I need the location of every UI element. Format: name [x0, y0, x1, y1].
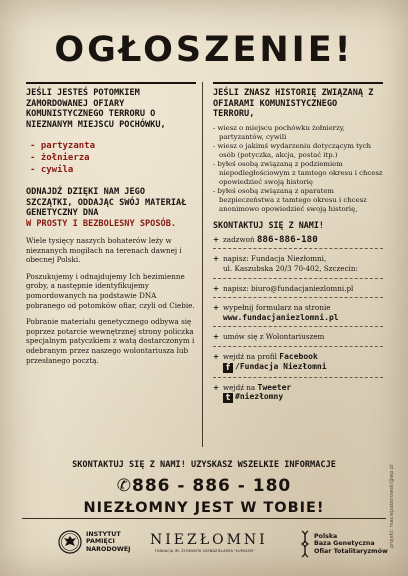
facebook-icon: f [223, 363, 233, 373]
dna-callout-line2: W PROSTY I BEZBOLESNY SPOSÓB. [26, 218, 177, 229]
dna-callout [26, 187, 196, 229]
plus-icon: + [213, 351, 220, 361]
ipn-line: INSTYTUT [86, 530, 121, 538]
ipn-logo [58, 530, 131, 554]
twitter-icon: t [223, 393, 233, 403]
ipn-line: PAMIĘCI [86, 538, 115, 546]
list-item: - żołnierza [30, 153, 90, 164]
volunteer-line: umów się z Wolontariuszem [223, 332, 325, 342]
right-intro: JEŚLI ZNASZ HISTORIĘ ZWIĄZANĄ Z OFIARAMI KOMUNISTYCZNEGO TERRORU, [213, 88, 374, 120]
plus-icon: + [213, 234, 220, 244]
right-top-rule [213, 82, 383, 84]
contact-twitter [213, 383, 383, 404]
contact-volunteer [213, 332, 383, 342]
eagle-emblem-icon [58, 530, 82, 554]
left-intro: JEŚLI JESTEŚ POTOMKIEM ZAMORDOWANEJ OFIARY KOMUNISTYCZNEGO TERRORU O NIEZNANYM MIEJSCU POCHÓWKU, [26, 88, 166, 130]
right-column [213, 82, 383, 403]
niezlomni-name: NIEZŁOMNI [150, 532, 268, 548]
post-address: ul. Kaszubska 20/3 70-402, Szczecin: [223, 263, 358, 273]
divider [213, 377, 383, 378]
plus-icon: + [213, 382, 220, 392]
pbgot-line: Polska [314, 532, 338, 540]
plus-icon: + [213, 303, 220, 313]
plus-icon: + [213, 254, 220, 264]
twitter-link[interactable]: #niezłomny [235, 392, 284, 402]
paragraph-heroes: Wiele tysięcy naszych bohaterów leży w nieznanych mogiłach na terenach dawnej i obecnej Polski. [26, 236, 182, 265]
pbgot-line: Ofiar Totalitaryzmów [314, 547, 388, 555]
slogan: NIEZŁOMNY JEST W TOBIE! [83, 500, 325, 516]
contact-post [213, 254, 383, 273]
list-item: - byłeś osobą związaną z aparatem bezpieczeństwa z tamtego okresu i chcesz anonimowo opowiedzieć swoją historię, [213, 186, 367, 213]
pbgot-logo [300, 530, 388, 558]
plus-icon: + [213, 332, 220, 342]
contact-heading: SKONTAKTUJ SIĘ Z NAMI! [213, 219, 324, 230]
facebook-prefix: wejdź na profil [223, 351, 277, 361]
plus-icon: + [213, 283, 220, 293]
contact-email [213, 284, 383, 294]
website-link[interactable]: www.fundacjaniezlomni.pl [223, 312, 339, 322]
phone-number[interactable]: 886-886-180 [256, 233, 318, 245]
page-title: OGŁOSZENIE! [54, 30, 354, 70]
facebook-link[interactable]: /Fundacja Niezłomni [235, 361, 327, 371]
divider [213, 346, 383, 347]
list-item: - byłeś osobą związaną z podziemiem niepodległościowym z tamtego okresu i chcesz opowiedzieć swoją historię [213, 159, 383, 186]
history-list [213, 124, 383, 214]
design-credit: projekt: maciejzaborowski@wp.pl [389, 464, 395, 548]
bottom-contact-line: SKONTAKTUJ SIĘ Z NAMI! UZYSKASZ WSZELKIE INFORMACJE [72, 460, 336, 470]
list-item: - cywila [30, 165, 74, 176]
list-item: - partyzanta [30, 141, 96, 152]
niezlomni-logo [150, 532, 268, 553]
divider [213, 248, 383, 249]
left-column [26, 82, 196, 365]
paragraph-search: Poszukujemy i odnajdujemy Ich bezimienne groby, a następnie identyfikujemy pomordowanych na podstawie DNA pobranego od potomków ofiar, czyli od Ciebie. [26, 271, 195, 310]
bottom-banner [22, 460, 386, 516]
left-top-rule [26, 82, 196, 84]
contact-form [213, 303, 383, 322]
email-line[interactable]: napisz: biuro@fundacjaniezlomni.pl [223, 283, 354, 293]
dna-helix-icon [300, 530, 310, 558]
list-item: - wiesz o jakimś wydarzeniu dotyczącym tych osób (potyczka, akcja, postać itp.) [213, 141, 372, 159]
twitter-prefix: wejdź na [223, 382, 256, 392]
phone-prefix: zadzwoń [223, 234, 255, 244]
ipn-line: NARODOWEJ [86, 545, 131, 553]
facebook-name: Facebook [279, 351, 318, 361]
footer-rule [22, 518, 386, 519]
bottom-phone[interactable]: ✆886 - 886 - 180 [116, 476, 292, 496]
paragraph-sampling: Pobranie materiału genetycznego odbywa się poprzez potarcie wewnętrznej strony policzka specjalnym patyczkiem z watą dostarczonym i odebranym przez naszego wolontariusza lub przesłanego pocztą. [26, 317, 195, 365]
pbgot-line: Baza Genetyczna [314, 540, 375, 548]
contact-facebook [213, 352, 383, 373]
contact-phone [213, 235, 383, 245]
twitter-name: Tweeter [257, 382, 292, 392]
divider [213, 326, 383, 327]
victim-type-list [30, 140, 196, 176]
list-item: - wiesz o miejscu pochówku żołnierzy, partyzantów, cywili [213, 123, 345, 141]
niezlomni-subtitle: FUNDACJA IM. ZYGMUNTA SZENDZIELARZA "ŁUPASZKI" [154, 549, 256, 553]
divider [213, 297, 383, 298]
dna-callout-line1: ODNAJDŹ DZIĘKI NAM JEGO SZCZĄTKI, ODDAJĄC SWÓJ MATERIAŁ GENETYCZNY DNA [26, 187, 187, 219]
divider [213, 278, 383, 279]
column-divider [202, 82, 203, 447]
form-line: wypełnij formularz na stronie [223, 303, 331, 313]
post-prefix: napisz: Fundacja Niezłomni, [223, 254, 327, 264]
